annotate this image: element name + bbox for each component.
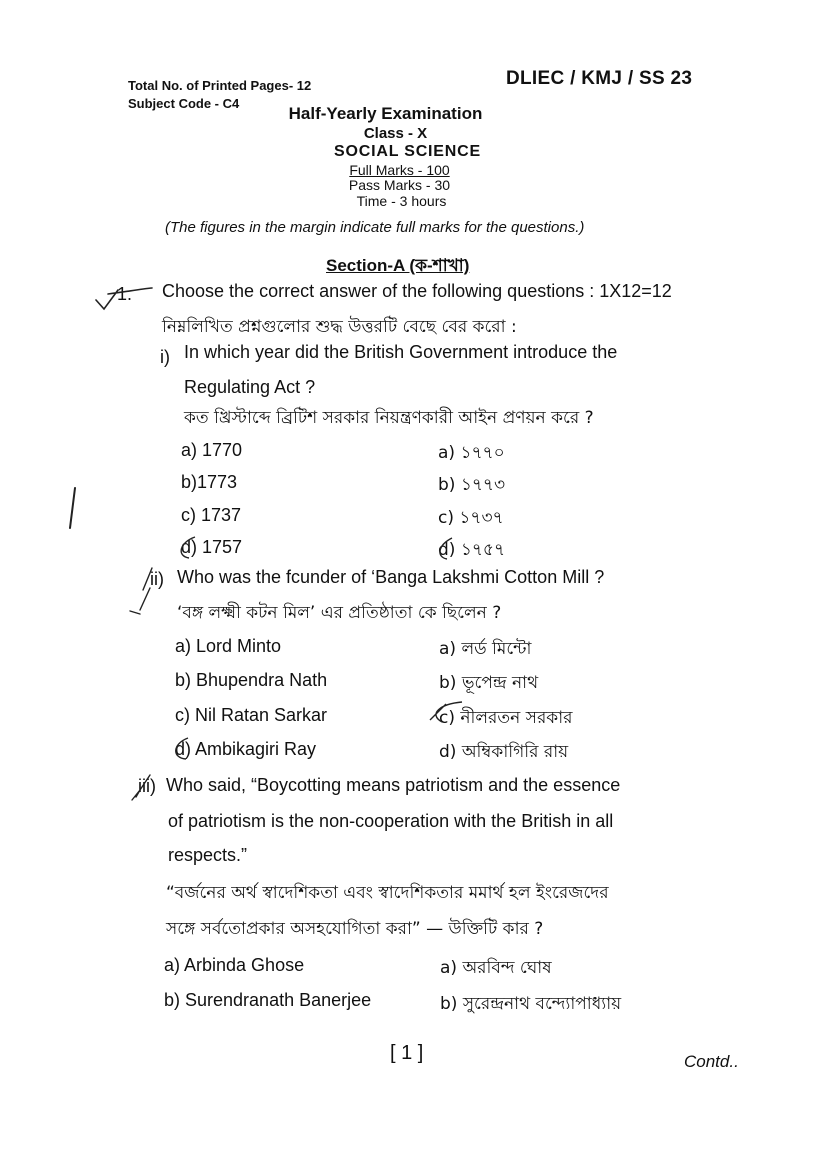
circle-mark [181,537,195,558]
qii-text-english: Who was the fcunder of ‘Banga Lakshmi Cotton Mill ? [177,567,605,587]
q1-text-bengali: নিম্নলিখিত প্রশ্নগুলোর শুদ্ধ উত্তরটি বেছে বের করো : [162,317,517,337]
tick-mark [96,288,152,309]
circle-mark [176,738,188,759]
section-heading: Section-A (ক-শাখা) [326,256,470,275]
q1-text-english: Choose the correct answer of the following questions : 1X12=12 [162,281,672,301]
full-marks: Full Marks - 100 [349,162,450,178]
qi-option-c: c) 1737 [181,505,242,525]
qiii-option-a: a) Arbinda Ghose [164,955,305,975]
qiii-line1: Who said, “Boycotting means patriotism and the essence [166,775,621,795]
continued-label: Contd.. [684,1052,739,1071]
qi-option-a: a) 1770 [181,440,243,460]
qi-option-b-bn: b) ১৭৭৩ [438,475,506,495]
subq-number: ii) [150,569,164,589]
circle-mark [430,702,462,722]
qi-bengali: কত খ্রিস্টাব্দে ব্রিটিশ সরকার নিয়ন্ত্রণকারী আইন প্রণয়ন করে ? [184,408,594,428]
qiii-bengali-2: সঙ্গে সর্বতোপ্রকার অসহযোগিতা করা” — উক্তিটি কার ? [166,919,544,939]
paper-code: DLIEC / KMJ / SS 23 [506,68,693,89]
class-label: Class - X [363,125,428,142]
qii-option-c-bn: c) নীলরতন সরকার [439,708,573,728]
margin-line [70,488,75,528]
instruction-note: (The figures in the margin indicate full marks for the questions.) [165,219,585,236]
qii-option-d: d) Ambikagiri Ray [175,739,317,759]
printed-pages: Total No. of Printed Pages- 12 [128,78,312,93]
circle-mark [440,538,452,559]
qiii-bengali-1: “বর্জনের অর্থ স্বাদেশিকতা এবং স্বাদেশিকতার মমার্থ হল ইংরেজদের [166,883,609,903]
tick-mark [132,775,150,800]
subject-title: SOCIAL SCIENCE [334,143,481,160]
qii-option-a-bn: a) লর্ড মিন্টো [439,639,532,659]
pass-marks: Pass Marks - 30 [348,177,451,193]
qi-line2: Regulating Act ? [184,377,316,397]
subject-code: Subject Code - C4 [128,96,240,111]
qiii-option-a-bn: a) অরবিন্দ ঘোষ [440,958,552,978]
exam-title: Half-Yearly Examination [288,104,483,123]
qii-option-d-bn: d) অম্বিকাগিরি রায় [439,742,569,762]
qi-option-d-bn: d) ১৭৫৭ [438,540,505,560]
qiii-option-b: b) Surendranath Banerjee [164,990,372,1010]
qii-option-c: c) Nil Ratan Sarkar [175,705,328,725]
qii-option-b: b) Bhupendra Nath [175,670,328,690]
page-number: [ 1 ] [390,1042,424,1064]
question-number: 1. [117,284,133,304]
subq-number: iii) [138,776,156,796]
qii-option-b-bn: b) ভূপেন্দ্র নাথ [439,673,539,693]
qi-line1: In which year did the British Government introduce the [184,342,618,362]
qiii-option-b-bn: b) সুরেন্দ্রনাথ বন্দ্যোপাধ্যায় [440,994,622,1014]
qii-option-a: a) Lord Minto [175,636,282,656]
qi-option-a-bn: a) ১৭৭০ [438,443,505,463]
qi-option-d: d) 1757 [181,537,243,557]
qii-text-bengali: ‘বঙ্গ লক্ষ্মী কটন মিল’ এর প্রতিষ্ঠাতা কে ছিলেন ? [177,603,502,623]
tick-mark [130,568,152,614]
time-allowed: Time - 3 hours [356,193,447,209]
qi-option-b: b)1773 [181,472,238,492]
qi-option-c-bn: c) ১৭৩৭ [438,508,504,528]
qiii-line2: of patriotism is the non-cooperation with the British in all [168,811,614,831]
qiii-line3: respects.” [168,845,248,865]
subq-number: i) [160,347,170,367]
